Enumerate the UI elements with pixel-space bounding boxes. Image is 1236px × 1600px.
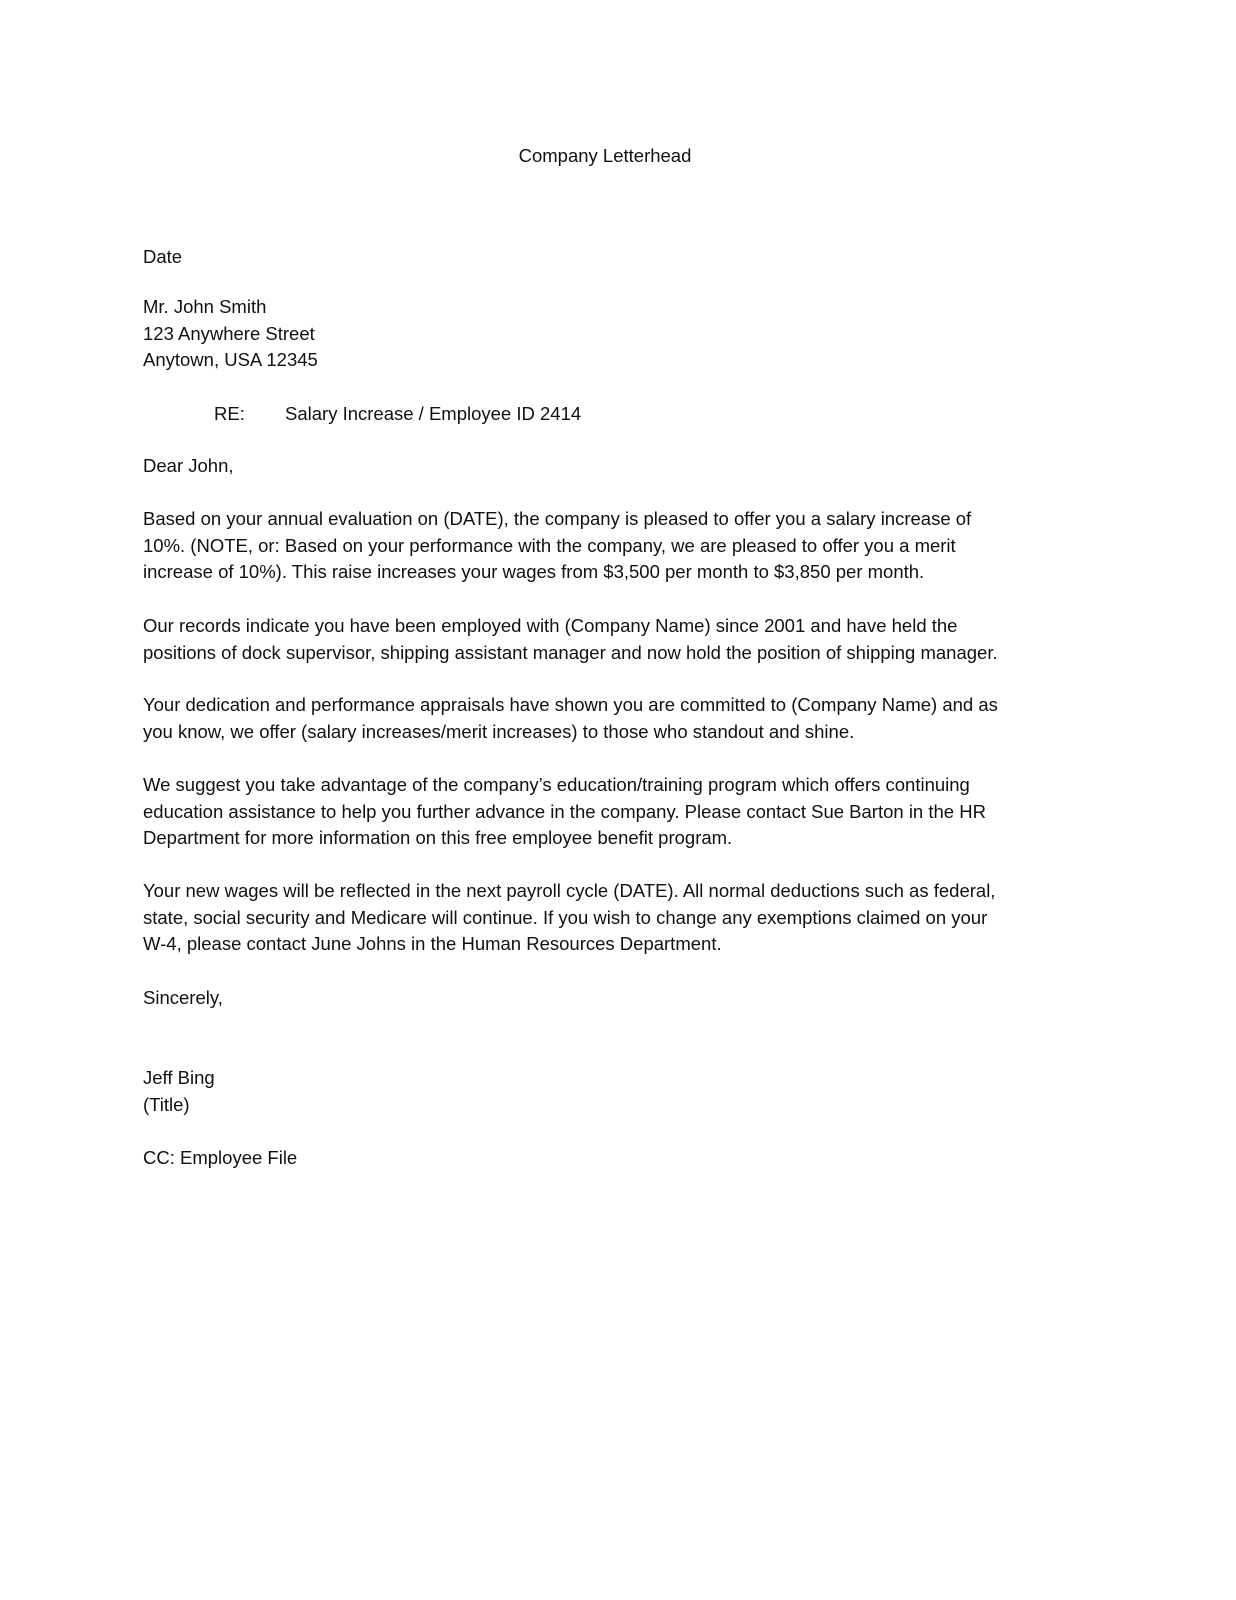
salutation: Dear John, bbox=[143, 455, 234, 476]
cc-line: CC: Employee File bbox=[143, 1147, 298, 1168]
paragraph-4 bbox=[143, 772, 986, 852]
re-label: RE: bbox=[214, 403, 245, 424]
text-line: state, social security and Medicare will continue. If you wish to change any exemptions claimed on your bbox=[143, 906, 988, 928]
text-line: W-4, please contact June Johns in the Human Resources Department. bbox=[143, 933, 722, 954]
text-line: Our records indicate you have been employed with (Company Name) since 2001 and have held the bbox=[143, 615, 958, 636]
paragraph-3 bbox=[143, 692, 998, 745]
text-line: education assistance to help you further advance in the company. Please contact Sue Barton in the HR bbox=[143, 800, 986, 822]
text-line: We suggest you take advantage of the company’s education/training program which offers continuing bbox=[143, 774, 970, 795]
re-line bbox=[214, 401, 581, 428]
text-line: Your new wages will be reflected in the next payroll cycle (DATE). All normal deductions such as federal, bbox=[143, 880, 996, 901]
letterhead: Company Letterhead bbox=[518, 145, 692, 166]
recipient-address bbox=[143, 294, 318, 374]
text-line: Your dedication and performance appraisals have shown you are committed to (Company Name) and as bbox=[143, 694, 998, 715]
text-line: Department for more information on this free employee benefit program. bbox=[143, 827, 733, 848]
text-line: positions of dock supervisor, shipping assistant manager and now hold the position of shipping manager. bbox=[143, 641, 998, 663]
signer-title: (Title) bbox=[143, 1093, 190, 1115]
re-subject: Salary Increase / Employee ID 2414 bbox=[285, 403, 582, 424]
text-line: Based on your annual evaluation on (DATE), the company is pleased to offer you a salary increase of bbox=[143, 508, 972, 529]
date: Date bbox=[143, 246, 183, 267]
paragraph-5 bbox=[143, 878, 995, 958]
signature-block bbox=[143, 1065, 215, 1118]
text-line: you know, we offer (salary increases/merit increases) to those who standout and shine. bbox=[143, 720, 855, 742]
recipient-street: 123 Anywhere Street bbox=[143, 322, 315, 344]
closing: Sincerely, bbox=[143, 987, 223, 1008]
paragraph-2 bbox=[143, 613, 998, 666]
recipient-city: Anytown, USA 12345 bbox=[143, 349, 318, 370]
text-line: increase of 10%). This raise increases your wages from $3,500 per month to $3,850 per month. bbox=[143, 561, 925, 582]
recipient-name: Mr. John Smith bbox=[143, 296, 267, 317]
text-line: 10%. (NOTE, or: Based on your performance with the company, we are pleased to offer you a merit bbox=[143, 534, 956, 556]
paragraph-1 bbox=[143, 506, 971, 586]
signer-name: Jeff Bing bbox=[143, 1067, 215, 1088]
